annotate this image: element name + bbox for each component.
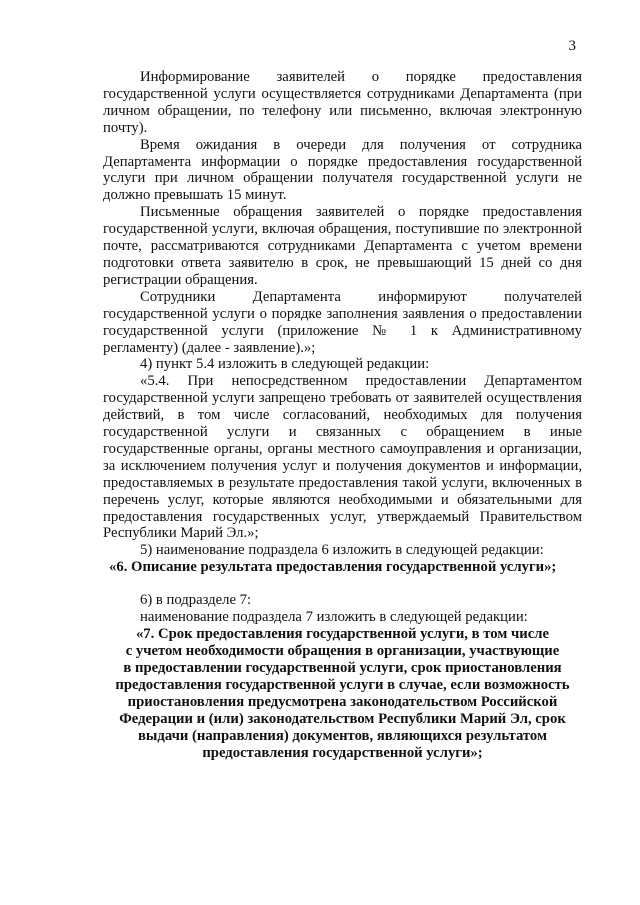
paragraph-waiting-time: Время ожидания в очереди для получения от сотрудника Департамента информации о порядке предоставления государственной услуги при личном обращении получателя государственной услуги не должно превышать 15 минут. xyxy=(103,136,582,204)
heading-7-line: Федерации и (или) законодательством Республики Марий Эл, срок xyxy=(119,711,566,727)
page-number: 3 xyxy=(568,38,576,54)
paragraph-written-requests: Письменные обращения заявителей о порядке предоставления государственной услуги, включая обращения, поступившие по электронной почте, рассматриваются сотрудниками Департамента с учетом времени подготовки ответа заявителю в срок, не превышающий 15 дней со дня регистрации обращения. xyxy=(103,204,582,288)
paragraph-informing: Информирование заявителей о порядке предоставления государственной услуги осуществляется сотрудниками Департамента (при личном обращении, по телефону или письменно, включая электронную почту). xyxy=(103,69,582,136)
heading-7-line: приостановления предусмотрена законодательством Российской xyxy=(127,694,558,710)
heading-section-6: «6. Описание результата предоставления государственной услуги»; xyxy=(109,559,557,576)
heading-section-7 xyxy=(103,626,582,762)
heading-7-line: «7. Срок предоставления государственной услуги, в том числе xyxy=(135,626,550,642)
heading-7-line: предоставления государственной услуги в случае, если возможность xyxy=(115,677,570,693)
heading-7-line: с учетом необходимости обращения в организации, участвующие xyxy=(125,643,560,659)
heading-7-line: предоставления государственной услуги»; xyxy=(202,745,483,761)
document-body xyxy=(103,69,582,762)
paragraph-staff-informing: Сотрудники Департамента информируют получателей государственной услуги о порядке заполнения заявления о предоставлении государственной услуги (приложение № 1 к Административному регламенту) (далее - заявление).»; xyxy=(103,288,582,356)
heading-7-line: в предоставлении государственной услуги, срок приостановления xyxy=(123,660,562,676)
paragraph-item-4: 4) пункт 5.4 изложить в следующей редакции: xyxy=(140,356,430,373)
heading-7-line: выдачи (направления) документов, являющихся результатом xyxy=(137,728,548,744)
paragraph-section-7-name: наименование подраздела 7 изложить в следующей редакции: xyxy=(140,609,528,626)
paragraph-item-5: 5) наименование подраздела 6 изложить в следующей редакции: xyxy=(140,542,544,559)
paragraph-item-6: 6) в подразделе 7: xyxy=(140,592,252,609)
paragraph-clause-5-4: «5.4. При непосредственном предоставлении Департаментом государственной услуги запрещено требовать от заявителей осуществления действий, в том числе согласований, необходимых для получения государственной услуги и связанных с обращением в иные государственные органы, органы местного самоуправления и организации, за исключением получения услуг и получения документов и информации, предоставляемых в результате предоставления такой услуги, включенных в перечень услуг, которые являются необходимыми и обязательными для предоставления государственных услуг, утверждаемый Правительством Республики Марий Эл.»; xyxy=(103,373,582,542)
